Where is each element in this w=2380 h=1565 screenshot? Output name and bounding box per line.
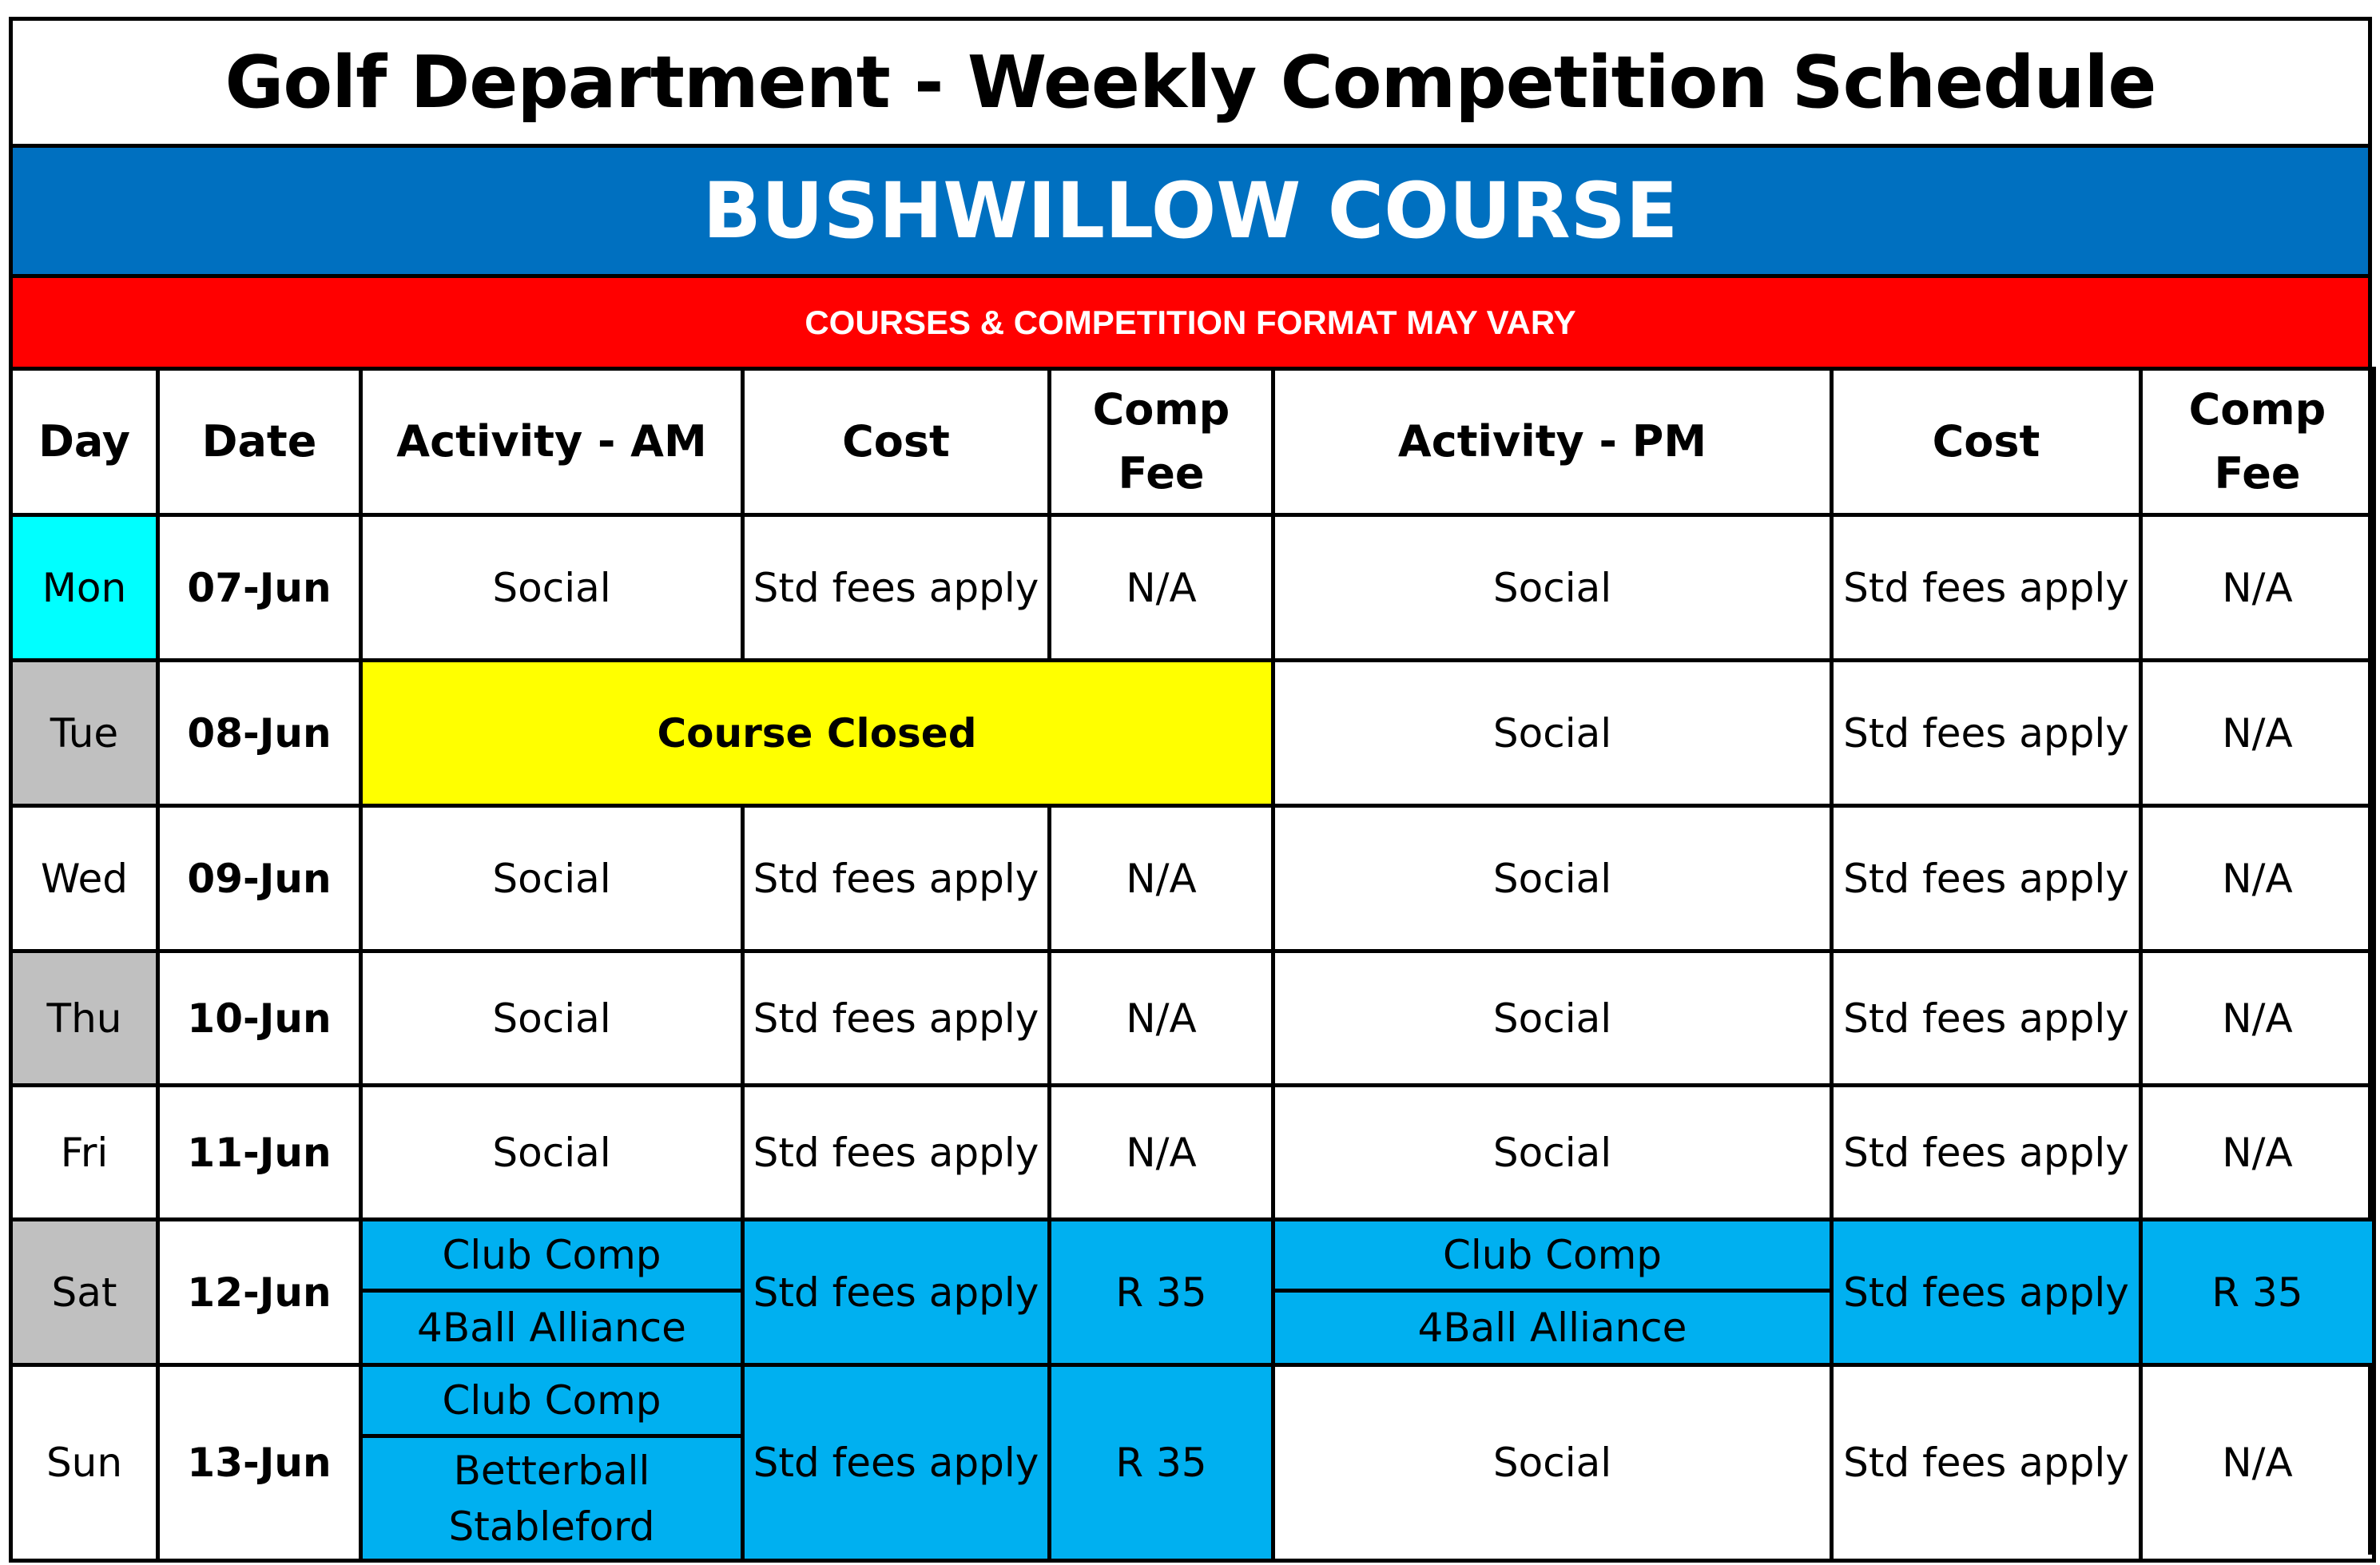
activity-pm-cell: Social (1273, 951, 1832, 1086)
cost-am-cell: Std fees apply (743, 806, 1050, 951)
comp-fee-pm-cell: N/A (2141, 1365, 2374, 1561)
activity-pm-cell (1273, 1220, 1832, 1365)
cost-pm-cell: Std fees apply (1832, 806, 2141, 951)
date-cell: 09-Jun (158, 806, 361, 951)
date-cell: 11-Jun (158, 1086, 361, 1220)
day-cell: Fri (11, 1086, 158, 1220)
course-name: BUSHWILLOW COURSE (702, 166, 1679, 256)
cost-pm-cell: Std fees apply (1832, 1220, 2141, 1365)
page-title: Golf Department - Weekly Competition Schedule (224, 40, 2156, 125)
cost-am-cell: Std fees apply (743, 1086, 1050, 1220)
table-row (11, 661, 2374, 806)
comp-fee-pm-cell: N/A (2141, 661, 2374, 806)
comp-fee-pm-cell: N/A (2141, 515, 2374, 661)
cost-am-cell: Std fees apply (743, 1365, 1050, 1561)
date-cell: 10-Jun (158, 951, 361, 1086)
table-row (11, 1365, 2374, 1561)
cost-pm-cell: Std fees apply (1832, 515, 2141, 661)
activity-am-top: Club Comp (363, 1367, 741, 1438)
comp-fee-am-cell: N/A (1050, 951, 1273, 1086)
col-header-cost-pm: Cost (1832, 369, 2141, 515)
day-cell: Sat (11, 1220, 158, 1365)
schedule-table (9, 367, 2376, 1563)
activity-pm-top: Club Comp (1275, 1221, 1830, 1293)
activity-pm-cell: Social (1273, 1086, 1832, 1220)
activity-am-cell: Social (361, 1086, 743, 1220)
comp-fee-pm-cell: N/A (2141, 951, 2374, 1086)
day-cell: Tue (11, 661, 158, 806)
day-cell: Sun (11, 1365, 158, 1561)
cost-am-cell: Std fees apply (743, 515, 1050, 661)
col-header-cost-am: Cost (743, 369, 1050, 515)
activity-pm-cell: Social (1273, 1365, 1832, 1561)
notice-banner (13, 278, 2368, 367)
cost-pm-cell: Std fees apply (1832, 951, 2141, 1086)
activity-pm-cell: Social (1273, 661, 1832, 806)
activity-pm-bottom: 4Ball Alliance (1417, 1305, 1687, 1351)
date-cell: 08-Jun (158, 661, 361, 806)
date-cell: 07-Jun (158, 515, 361, 661)
cost-pm-cell: Std fees apply (1832, 1365, 2141, 1561)
comp-fee-am-cell: R 35 (1050, 1365, 1273, 1561)
title-banner (13, 21, 2368, 148)
table-row (11, 1220, 2374, 1365)
table-row (11, 806, 2374, 951)
comp-fee-pm-cell: R 35 (2141, 1220, 2374, 1365)
comp-fee-pm-cell: N/A (2141, 1086, 2374, 1220)
activity-pm-cell: Social (1273, 806, 1832, 951)
cost-pm-cell: Std fees apply (1832, 661, 2141, 806)
table-row (11, 1086, 2374, 1220)
course-closed-cell: Course Closed (361, 661, 1273, 806)
col-header-day: Day (11, 369, 158, 515)
day-cell: Mon (11, 515, 158, 661)
activity-am-cell: Social (361, 951, 743, 1086)
date-cell: 12-Jun (158, 1220, 361, 1365)
activity-am-cell (361, 1365, 743, 1561)
activity-pm-cell: Social (1273, 515, 1832, 661)
activity-am-top: Club Comp (363, 1221, 741, 1293)
cost-am-cell: Std fees apply (743, 951, 1050, 1086)
col-header-date: Date (158, 369, 361, 515)
comp-fee-pm-cell: N/A (2141, 806, 2374, 951)
activity-am-bottom: 4Ball Alliance (417, 1305, 686, 1351)
day-cell: Thu (11, 951, 158, 1086)
activity-am-cell: Social (361, 806, 743, 951)
course-banner (13, 148, 2368, 278)
comp-fee-am-cell: R 35 (1050, 1220, 1273, 1365)
notice-text: COURSES & COMPETITION FORMAT MAY VARY (805, 303, 1576, 341)
activity-am-bottom: Betterball Stableford (448, 1447, 655, 1550)
col-header-activity-pm: Activity - PM (1273, 369, 1832, 515)
activity-am-cell: Social (361, 515, 743, 661)
col-header-comp-fee-pm: Comp Fee (2141, 369, 2374, 515)
schedule-sheet (9, 17, 2372, 1555)
cost-am-cell: Std fees apply (743, 1220, 1050, 1365)
table-row (11, 951, 2374, 1086)
date-cell: 13-Jun (158, 1365, 361, 1561)
comp-fee-am-cell: N/A (1050, 515, 1273, 661)
comp-fee-am-cell: N/A (1050, 806, 1273, 951)
cost-pm-cell: Std fees apply (1832, 1086, 2141, 1220)
day-cell: Wed (11, 806, 158, 951)
table-row (11, 515, 2374, 661)
col-header-comp-fee-am: Comp Fee (1050, 369, 1273, 515)
activity-am-cell (361, 1220, 743, 1365)
header-row (11, 369, 2374, 515)
comp-fee-am-cell: N/A (1050, 1086, 1273, 1220)
col-header-activity-am: Activity - AM (361, 369, 743, 515)
